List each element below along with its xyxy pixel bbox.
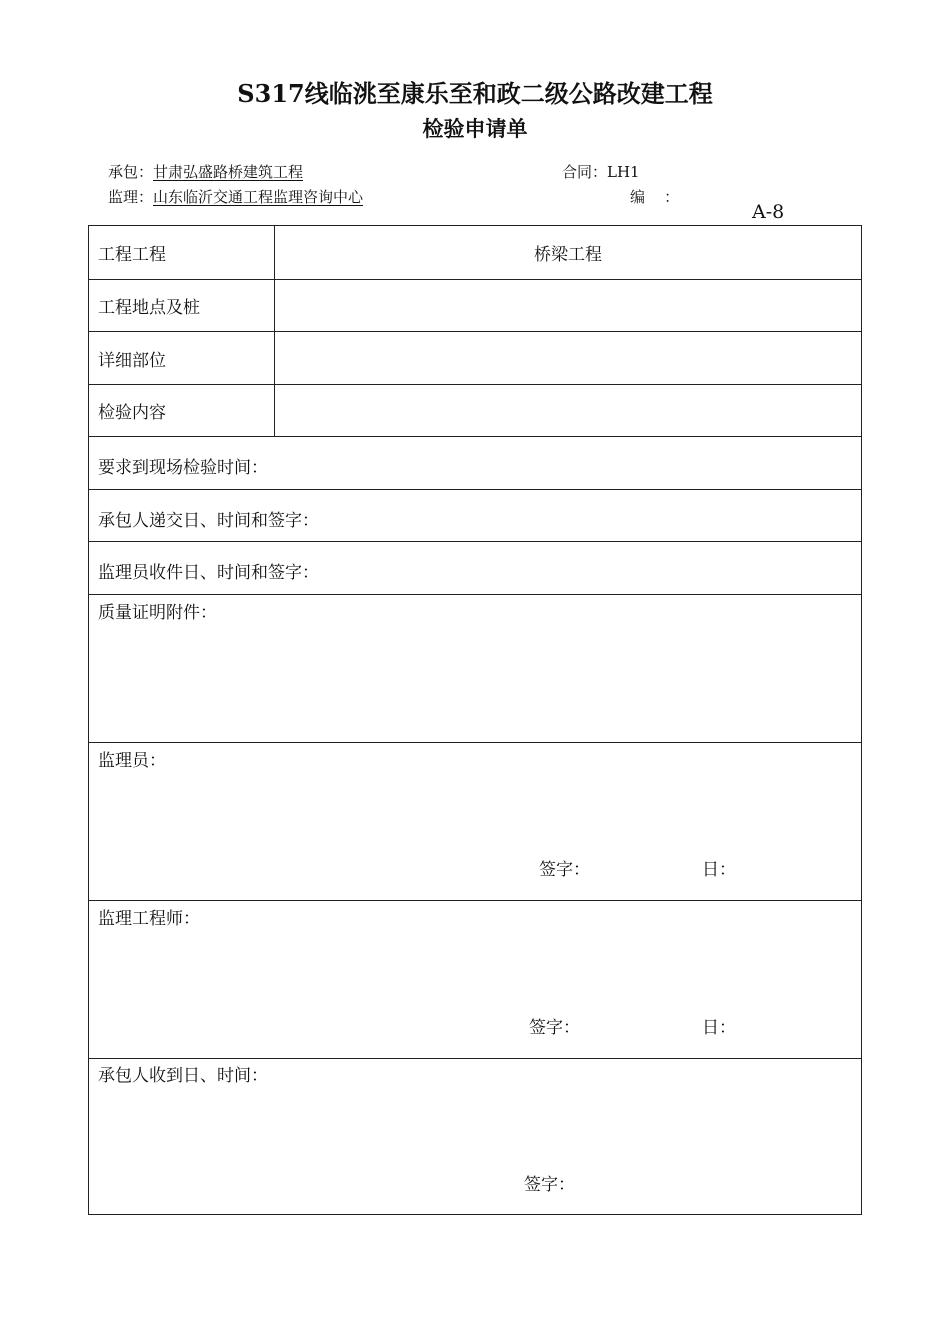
row-contractor-submit[interactable] [89,489,861,541]
engineer-signature-label: 签字： [529,1018,580,1038]
document-subtitle: 检验申请单 [422,116,528,141]
document-title: S317线临洮至康乐至和政二级公路改建工程 [237,79,713,108]
attachments-label: 质量证明附件： [98,603,217,623]
project-label: 工程工程 [89,226,275,279]
row-location [89,279,861,331]
row-part [89,331,861,384]
row-contractor-receipt[interactable] [89,1058,861,1215]
project-value[interactable]: 桥梁工程 [534,245,602,265]
inspector-date-label: 日： [702,860,736,880]
contractor-line [108,161,303,182]
contractor-submit-label: 承包人递交日、时间和签字： [98,511,319,531]
content-value[interactable] [275,385,861,436]
contractor-receipt-label: 承包人收到日、时间： [98,1066,268,1086]
inspection-form-table [88,225,862,1215]
part-label: 详细部位 [89,332,275,384]
engineer-label: 监理工程师： [98,909,200,929]
inspector-receive-label: 监理员收件日、时间和签字： [98,563,319,583]
row-inspector[interactable] [89,742,861,900]
row-attachments[interactable] [89,594,861,742]
part-value[interactable] [275,332,861,384]
supervisor-value: 山东临沂交通工程监理咨询中心 [153,188,364,206]
contractor-label: 承包： [108,163,154,181]
form-code: A-8 [752,201,785,223]
location-value[interactable] [275,280,861,331]
contract-label: 合同：LH1 [562,163,640,181]
inspector-signature-label: 签字： [539,860,590,880]
inspector-label: 监理员： [98,751,166,771]
row-project [89,226,861,279]
row-required-time[interactable] [89,436,861,489]
content-label: 检验内容 [89,385,275,436]
row-engineer[interactable] [89,900,861,1058]
location-label: 工程地点及桩 [89,280,275,331]
contractor-value: 甘肃弘盛路桥建筑工程 [153,163,304,181]
row-content [89,384,861,436]
engineer-date-label: 日： [702,1018,736,1038]
contractor-receipt-signature-label: 签字： [524,1175,575,1195]
supervisor-label: 监理： [108,188,154,206]
supervisor-line [108,186,363,207]
required-time-label: 要求到现场检验时间： [98,458,268,478]
number-label: 编 ： [630,188,680,206]
row-inspector-receive[interactable] [89,541,861,594]
